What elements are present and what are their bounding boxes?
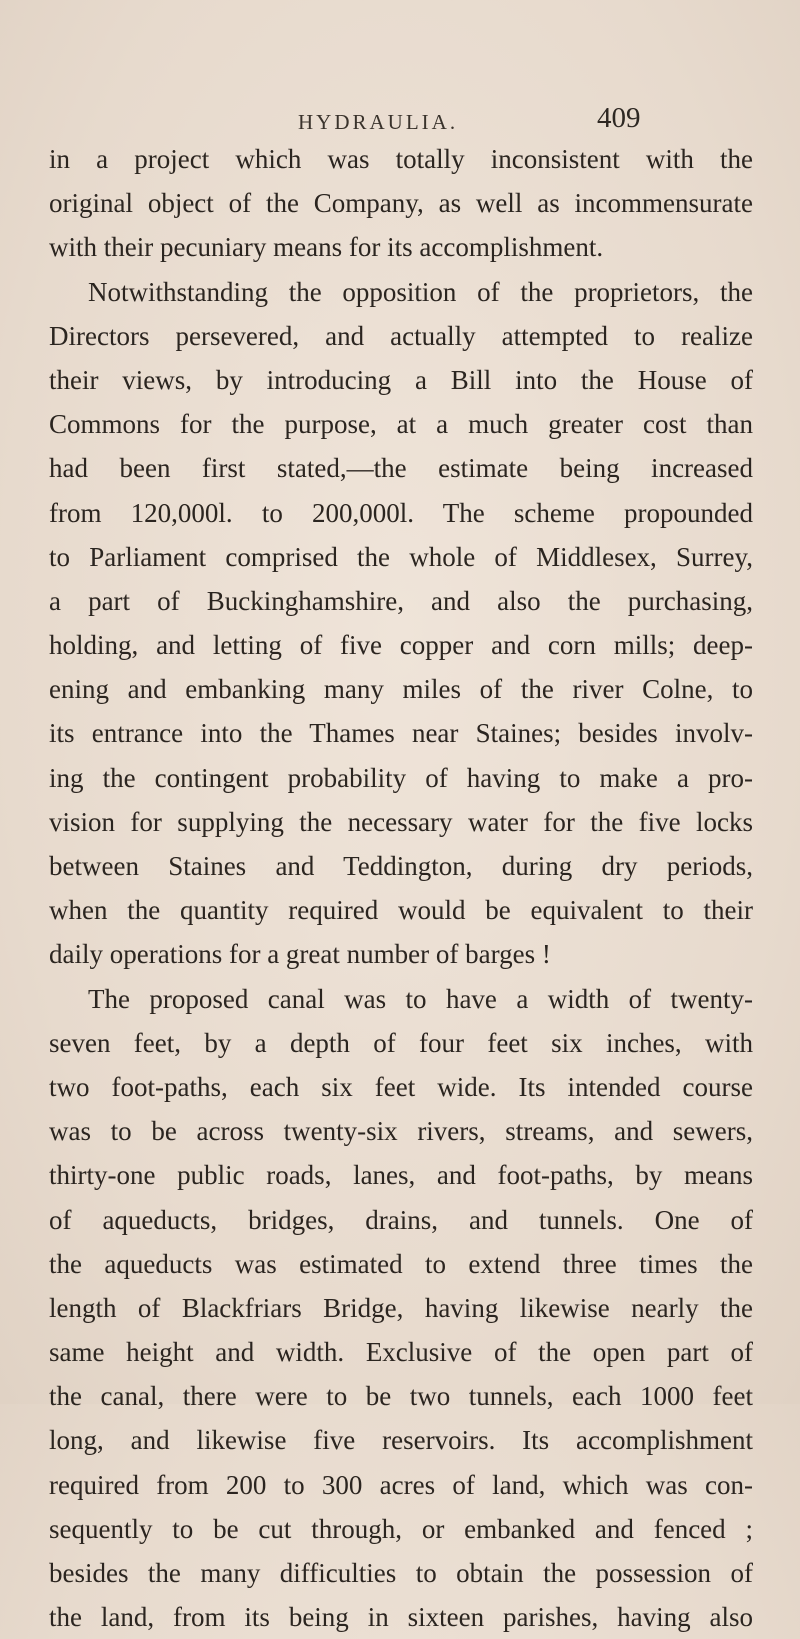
text-line: same height and width. Exclusive of the open part of: [49, 1337, 753, 1368]
text-line: The proposed canal was to have a width of twenty-: [88, 983, 753, 1014]
text-line: two foot-paths, each six feet wide. Its intended course: [49, 1071, 753, 1102]
text-line: Commons for the purpose, at a much greater cost than: [49, 409, 753, 440]
running-head: [0, 102, 800, 142]
text-line: Directors persevered, and actually attempted to realize: [49, 320, 753, 351]
text-line: a part of Buckinghamshire, and also the purchasing,: [49, 585, 753, 616]
text-line: between Staines and Teddington, during dry periods,: [49, 851, 753, 881]
body-text: [49, 137, 753, 1639]
text-line: long, and likewise five reservoirs. Its accomplishment: [49, 1425, 753, 1456]
text-line: the land, from its being in sixteen parishes, having also: [49, 1602, 753, 1633]
text-line: the canal, there were to be two tunnels, each 1000 feet: [49, 1381, 753, 1412]
text-line: the aqueducts was estimated to extend three times the: [49, 1248, 753, 1279]
text-line: besides the many difficulties to obtain the possession of: [49, 1558, 753, 1588]
text-line: sequently to be cut through, or embanked and fenced ;: [49, 1513, 753, 1544]
text-line: vision for supplying the necessary water for the five locks: [49, 806, 753, 837]
text-line: ening and embanking many miles of the river Colne, to: [49, 674, 753, 705]
text-line: from 120,000l. to 200,000l. The scheme propounded: [49, 497, 753, 528]
text-line: their views, by introducing a Bill into the House of: [49, 364, 753, 395]
page-number: 409: [597, 102, 641, 134]
text-line: holding, and letting of five copper and corn mills; deep-: [49, 630, 753, 661]
text-line: had been first stated,—the estimate being increased: [49, 453, 753, 484]
text-line: when the quantity required would be equivalent to their: [49, 895, 753, 926]
text-line: thirty-one public roads, lanes, and foot-paths, by means: [49, 1160, 753, 1191]
text-line: of aqueducts, bridges, drains, and tunnels. One of: [49, 1204, 753, 1235]
text-line: required from 200 to 300 acres of land, which was con-: [49, 1469, 753, 1500]
text-line: length of Blackfriars Bridge, having likewise nearly the: [49, 1292, 753, 1323]
text-line: daily operations for a great number of barges !: [49, 939, 551, 970]
text-line: was to be across twenty-six rivers, streams, and sewers,: [49, 1116, 753, 1147]
text-line: original object of the Company, as well as incommensurate: [49, 188, 753, 219]
text-line: its entrance into the Thames near Staines; besides involv-: [49, 718, 753, 749]
text-line: seven feet, by a depth of four feet six inches, with: [49, 1027, 753, 1058]
text-line: with their pecuniary means for its accomplishment.: [49, 232, 604, 263]
text-line: in a project which was totally inconsistent with the: [49, 144, 753, 174]
text-line: to Parliament comprised the whole of Middlesex, Surrey,: [49, 541, 753, 572]
text-line: ing the contingent probability of having to make a pro-: [49, 762, 753, 793]
running-head-title: HYDRAULIA.: [298, 110, 459, 134]
text-line: Notwithstanding the opposition of the proprietors, the: [88, 276, 753, 307]
